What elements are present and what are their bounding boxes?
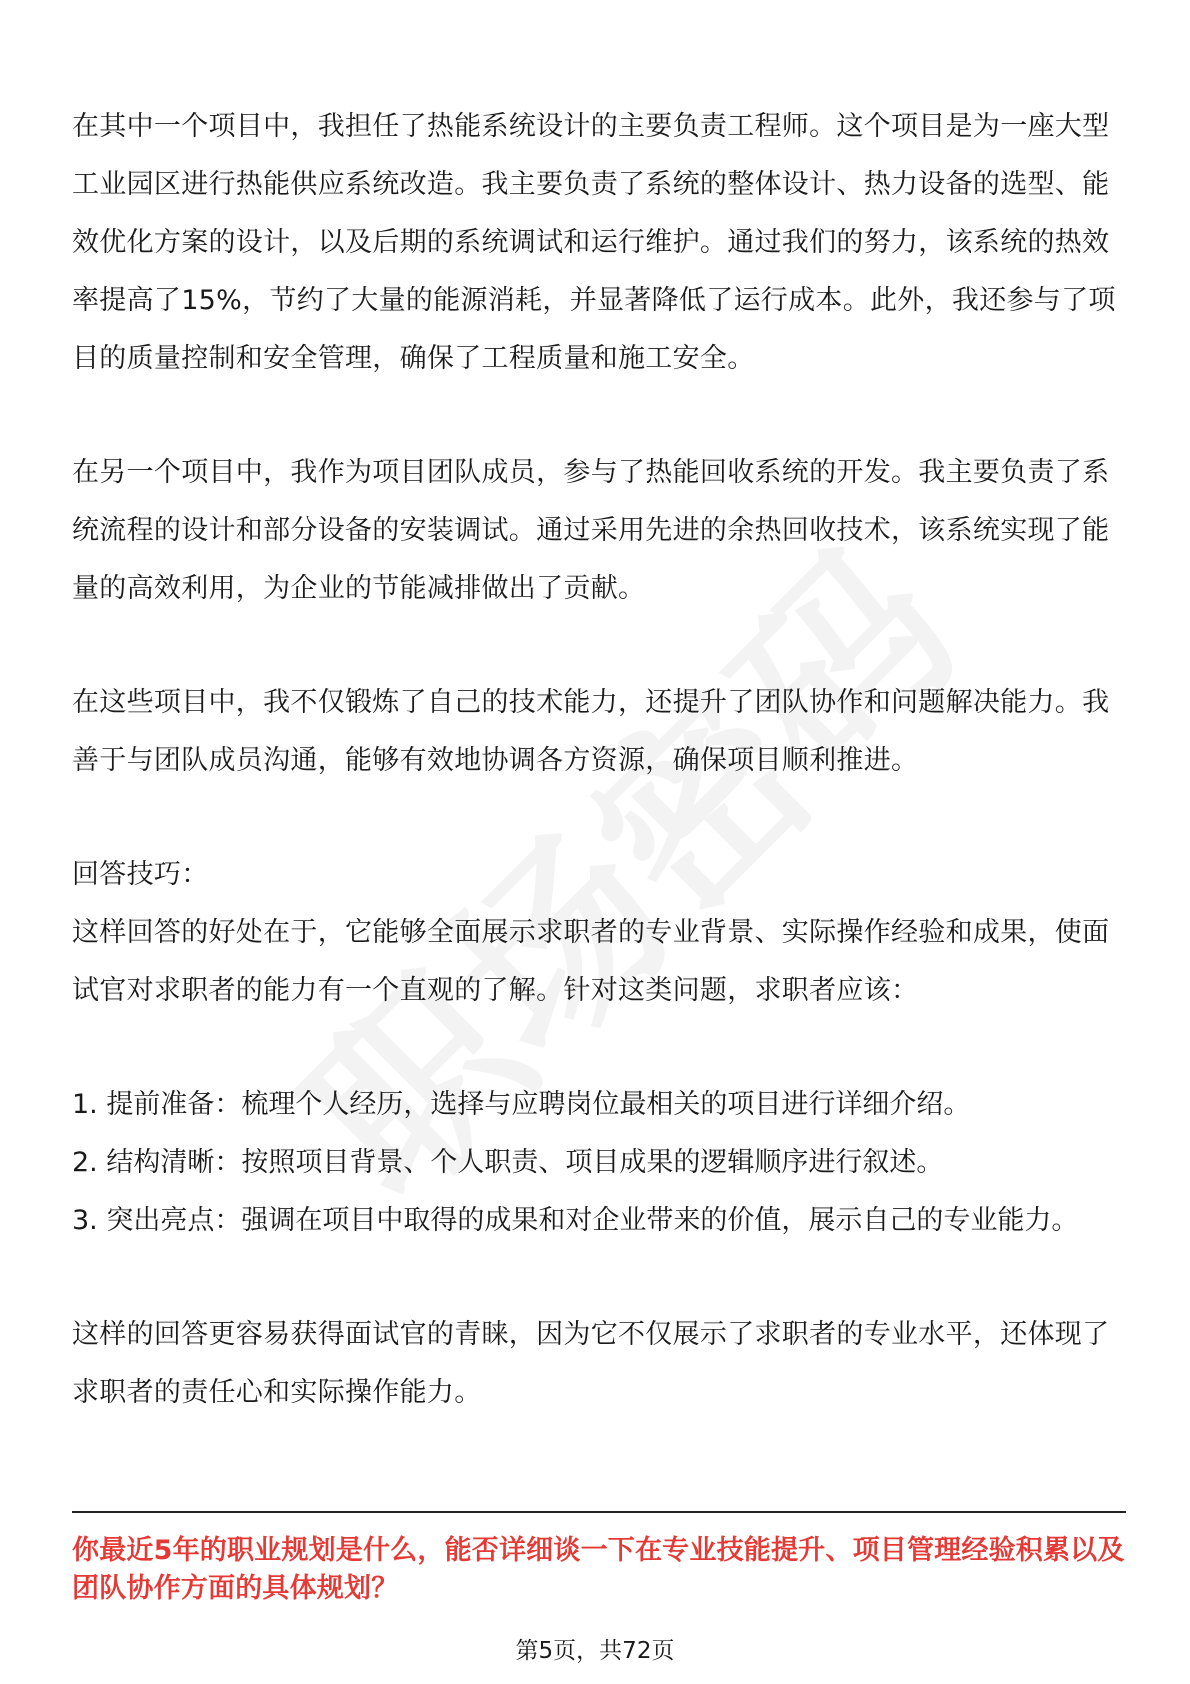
paragraph-summary: 在这些项目中，我不仅锻炼了自己的技术能力，还提升了团队协作和问题解决能力。我善于与团队成员沟通，能够有效地协调各方资源，确保项目顺利推进。 [72, 687, 1110, 776]
paragraph-project-1: 在其中一个项目中，我担任了热能系统设计的主要负责工程师。这个项目是为一座大型工业园区进行热能供应系统改造。我主要负责了系统的整体设计、热力设备的选型、能效优化方案的设计，以及后期的系统调试和运行维护。通过我们的努力，该系统的热效率提高了15%，节约了大量的能源消耗，并显著降低了运行成本。此外，我还参与了项目的质量控制和安全管理，确保了工程质量和施工安全。 [72, 111, 1116, 374]
tips-list-item: 2. 结构清晰：按照项目背景、个人职责、项目成果的逻辑顺序进行叙述。 [72, 1147, 944, 1178]
page-footer: 第5页，共72页 [515, 1638, 675, 1664]
tips-heading: 回答技巧： [72, 859, 209, 890]
tips-list-item: 1. 提前准备：梳理个人经历，选择与应聘岗位最相关的项目进行详细介绍。 [72, 1089, 971, 1120]
section-divider [72, 1511, 1126, 1513]
paragraph-project-2: 在另一个项目中，我作为项目团队成员，参与了热能回收系统的开发。我主要负责了系统流程的设计和部分设备的安装调试。通过采用先进的余热回收技术，该系统实现了能量的高效利用，为企业的节能减排做出了贡献。 [72, 457, 1110, 604]
document-body [72, 98, 1122, 1422]
tips-intro: 这样回答的好处在于，它能够全面展示求职者的专业背景、实际操作经验和成果，使面试官对求职者的能力有一个直观的了解。针对这类问题，求职者应该： [72, 917, 1110, 1006]
tips-conclusion: 这样的回答更容易获得面试官的青睐，因为它不仅展示了求职者的专业水平，还体现了求职者的责任心和实际操作能力。 [72, 1319, 1110, 1408]
tips-list-item: 3. 突出亮点：强调在项目中取得的成果和对企业带来的价值，展示自己的专业能力。 [72, 1205, 1079, 1236]
next-question-heading: 你最近5年的职业规划是什么，能否详细谈一下在专业技能提升、项目管理经验积累以及团队协作方面的具体规划？ [72, 1535, 1125, 1604]
